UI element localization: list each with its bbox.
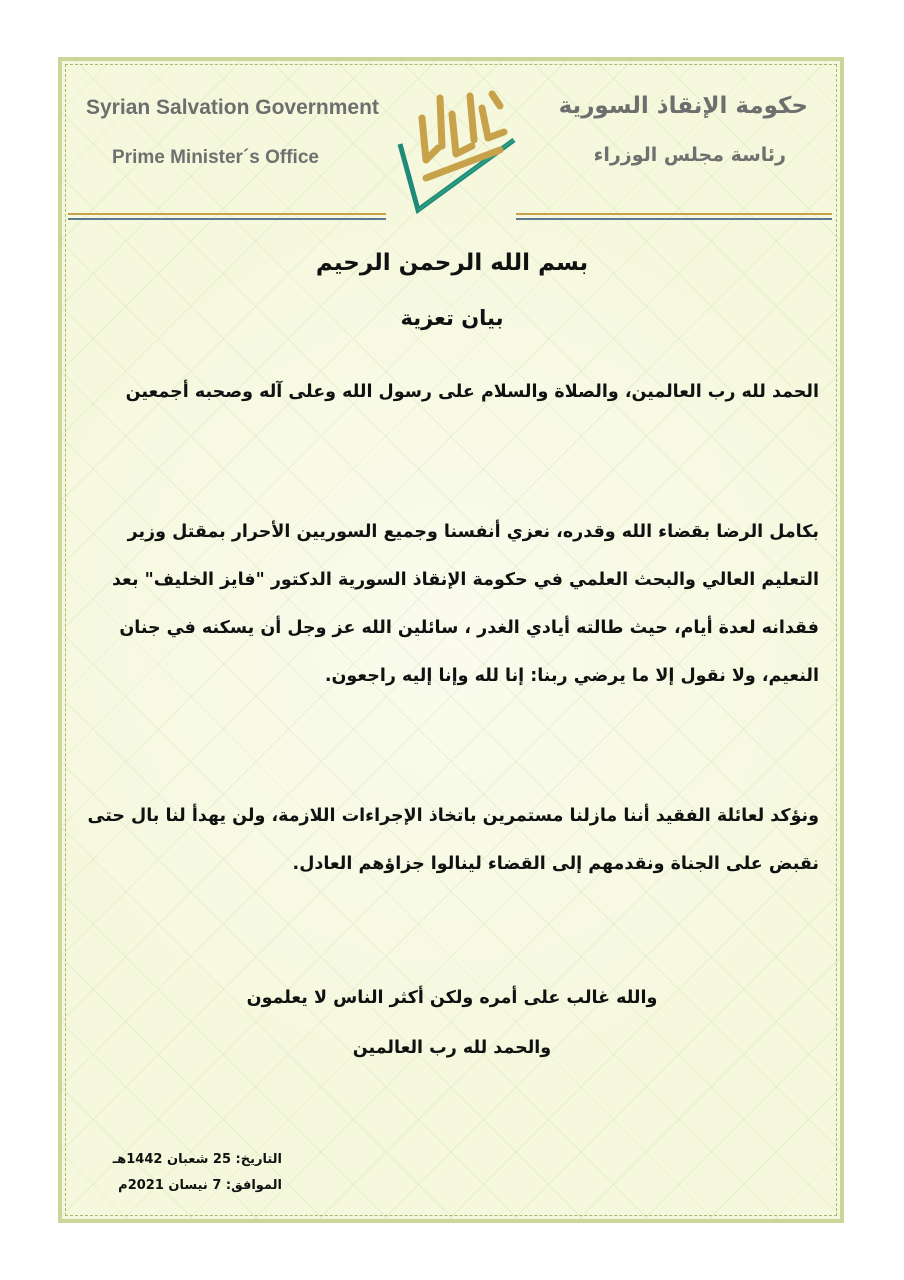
arabic-office-subtitle: رئاسة مجلس الوزراء: [593, 144, 786, 166]
hijri-date: التاريخ: 25 شعبان 1442هـ: [112, 1152, 282, 1167]
header-divider-left: [68, 213, 386, 223]
english-government-title: Syrian Salvation Government: [86, 96, 379, 119]
closing-verse: والله غالب على أمره ولكن أكثر الناس لا يعلمون: [246, 988, 658, 1008]
assurance-paragraph: ونؤكد لعائلة الفقيد أننا مازلنا مستمرين باتخاذ الإجراءات اللازمة، ولن يهدأ لنا بال حتى نقبض على الجناة ونقدمهم إلى القضاء لينالوا جزاؤهم العادل.: [87, 806, 819, 874]
gregorian-date: الموافق: 7 نيسان 2021م: [118, 1178, 282, 1193]
opening-paragraph: الحمد لله رب العالمين، والصلاة والسلام على رسول الله وعلى آله وصحبه أجمعين: [125, 382, 819, 402]
condolence-paragraph: بكامل الرضا بقضاء الله وقدره، نعزي أنفسنا وجميع السوريين الأحرار بمقتل وزير التعليم العالي والبحث العلمي في حكومة الإنقاذ السورية الدكتور "فايز الخليف" بعد فقدانه لعدة أيام، حيث طالته أيادي الغدر ، سائلين الله عز وجل أن يسكنه في جنان النعيم، ولا نقول إلا ما يرضي ربنا: إنا لله وإنا إليه راجعون.: [111, 522, 819, 686]
header-divider-right: [516, 213, 832, 223]
english-office-subtitle: Prime Minister´s Office: [112, 147, 319, 168]
arabic-government-title: حكومة الإنقاذ السورية: [558, 93, 808, 119]
statement-title: بيان تعزية: [400, 306, 504, 330]
closing-praise: والحمد لله رب العالمين: [352, 1038, 552, 1058]
basmala-heading: بسم الله الرحمن الرحيم: [315, 250, 589, 276]
ssg-calligraphy-logo-icon: [396, 88, 516, 220]
